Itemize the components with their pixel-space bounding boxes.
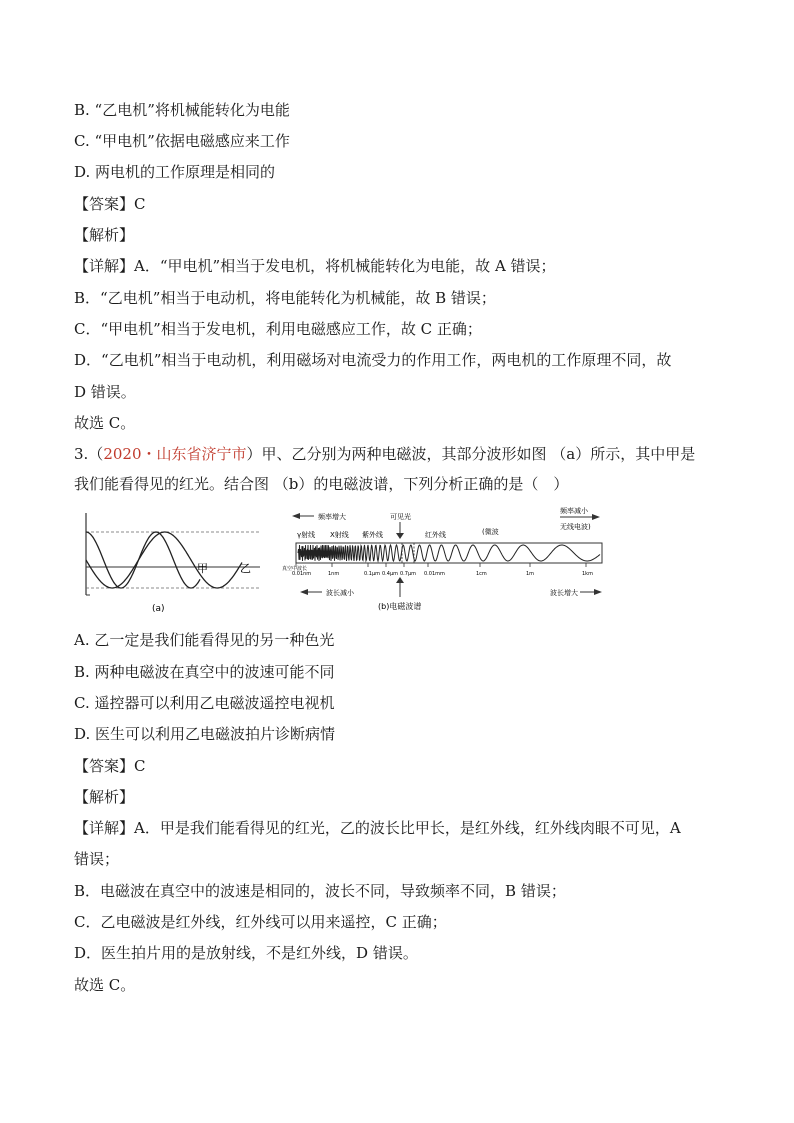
text-line-q3-4: D. 医生可以利用乙电磁波拍片诊断病情 [74, 725, 336, 743]
figure-b-spectrum [282, 506, 602, 611]
label-wl-up: 波长增大 [550, 589, 578, 597]
spectrum-tick-label: 0.01mm [424, 571, 445, 577]
text-line-q3-9: B．电磁波在真空中的波速是相同的，波长不同，导致频率不同，B 错误； [74, 882, 566, 900]
question-stem: ）甲、乙分别为两种电磁波，其部分波形如图 （a）所示，其中甲是 [246, 445, 696, 463]
text-line-q3-1: A. 乙一定是我们能看得见的另一种色光 [74, 631, 335, 649]
text-line-q2-11: 故选 C。 [74, 414, 136, 432]
figure-svg [82, 505, 616, 619]
wave-jia [86, 532, 200, 588]
spectrum-tick-label: 0.01nm [292, 571, 312, 577]
spectrum-tick-label: 1m [526, 571, 535, 577]
label-yi: 乙 [240, 562, 251, 575]
label-freq-up: 频率增大 [318, 513, 346, 521]
text-line-q2-9: D．“乙电机”相当于电动机，利用磁场对电流受力的作用工作，两电机的工作原理不同，故 [74, 351, 672, 369]
label-freq-down: 频率减小 [560, 507, 588, 515]
spectrum-wave [298, 545, 600, 561]
text-line-q3-11: D．医生拍片用的是放射线，不是红外线，D 错误。 [74, 944, 418, 962]
wave-yi [86, 532, 242, 588]
label-ir: 红外线 [425, 531, 446, 539]
label-radio: 无线电波) [560, 523, 591, 531]
spectrum-ticks [292, 563, 593, 577]
label-visible: 可见光 [390, 513, 411, 521]
spectrum-tick-label: 1km [582, 571, 593, 577]
question-3-stem-line2: 我们能看得见的红光。结合图 （b）的电磁波谱，下列分析正确的是（ ） [74, 475, 569, 493]
text-line-q2-5: 【解析】 [74, 226, 135, 244]
figure-a-waves [86, 513, 260, 614]
text-line-q2-10: D 错误。 [74, 383, 136, 401]
spectrum-tick-label: 0.7μm [400, 571, 417, 577]
label-wl-down: 波长减小 [326, 589, 354, 597]
figure-electromagnetic-waves [82, 505, 616, 619]
spectrum-tick-label: 0.1μm [364, 571, 381, 577]
question-source: 2020・山东省济宁市 [103, 445, 247, 463]
text-line-q2-6: 【详解】A．“甲电机”相当于发电机，将机械能转化为电能，故 A 错误； [74, 257, 556, 275]
label-gamma: γ射线 [297, 531, 316, 539]
text-line-q3-7: 【详解】A．甲是我们能看得见的红光，乙的波长比甲长，是红外线，红外线肉眼不可见，A [74, 819, 681, 837]
text-line-q2-7: B．“乙电机”相当于电动机，将电能转化为机械能，故 B 错误； [74, 289, 496, 307]
caption-a: (a) [152, 604, 165, 614]
caption-b: (b)电磁波谱 [378, 602, 422, 611]
text-line-q2-2: C. “甲电机”依据电磁感应来工作 [74, 132, 290, 150]
label-micro: (微波 [482, 528, 499, 536]
text-line-q3-2: B. 两种电磁波在真空中的波速可能不同 [74, 663, 335, 681]
text-line-q3-8: 错误； [74, 850, 120, 868]
text-line-q3-6: 【解析】 [74, 788, 135, 806]
spectrum-tick-label: 1cm [476, 571, 487, 577]
question-3-stem-line1 [74, 444, 695, 464]
label-xray: X射线 [330, 531, 349, 539]
text-line-q2-4: 【答案】C [74, 195, 146, 213]
text-line-q3-10: C．乙电磁波是红外线，红外线可以用来遥控，C 正确； [74, 913, 447, 931]
text-line-q2-3: D. 两电机的工作原理是相同的 [74, 163, 276, 181]
spectrum-tick-label: 0.4μm [382, 571, 399, 577]
text-line-q2-1: B. “乙电机”将机械能转化为电能 [74, 101, 290, 119]
text-line-q3-3: C. 遥控器可以利用乙电磁波遥控电视机 [74, 694, 335, 712]
spectrum-tick-label: 1nm [328, 571, 340, 577]
question-number: 3.（ [74, 445, 104, 463]
label-uv: 紫外线 [362, 531, 383, 539]
text-line-q3-5: 【答案】C [74, 757, 146, 775]
text-line-q3-12: 故选 C。 [74, 976, 136, 994]
label-jia: 甲 [197, 562, 208, 575]
text-line-q2-8: C．“甲电机”相当于发电机，利用电磁感应工作，故 C 正确； [74, 320, 482, 338]
label-scale: 真空中波长 [282, 566, 308, 572]
